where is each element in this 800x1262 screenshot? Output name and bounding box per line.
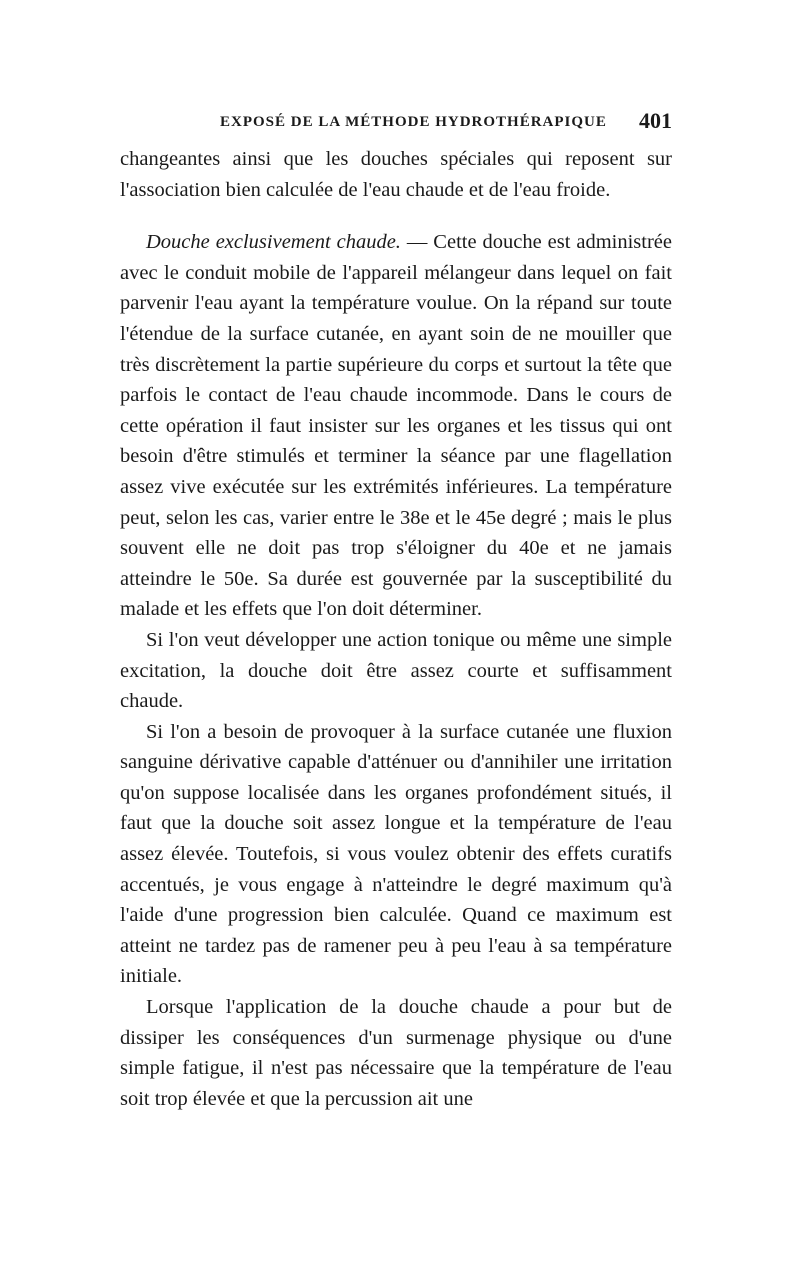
paragraph-douche-chaude (120, 227, 672, 625)
page-number: 401 (639, 108, 672, 133)
paragraph-continuation (120, 144, 672, 205)
paragraph-text: — Cette douche est administrée avec le conduit mobile de l'appareil mélangeur dans lequel on fait parvenir l'eau ayant la température voulue. On la répand sur toute l'étendue de la surface cutanée, en ayant soin de ne mouiller que très discrètement la partie supérieure du corps et surtout la tête que parfois le contact de l'eau chaude incommode. Dans le cours de cette opération il faut insister sur les organes et les tissus qui ont besoin d'être stimulés et terminer la séance par une flagellation assez vive exécutée sur les extrémités inférieures. La température peut, selon les cas, varier entre le 38e et le 45e degré ; mais le plus souvent elle ne doit pas trop s'éloigner du 40e et ne jamais atteindre le 50e. Sa durée est gouvernée par la susceptibilité du malade et les effets que l'on doit déterminer. (120, 231, 672, 621)
paragraph-text: Si l'on a besoin de provoquer à la surface cutanée une fluxion sanguine dérivative capable d'atténuer ou d'annihiler une irritation qu'on suppose localisée dans les organes profondément situés, il faut que la douche soit assez longue et la température de l'eau assez élevée. Toutefois, si vous voulez obtenir des effets curatifs accentués, je vous engage à n'atteindre le degré maximum qu'à l'aide d'une progression bien calculée. Quand ce maximum est atteint ne tardez pas de ramener peu à peu l'eau à sa température initiale. (120, 720, 672, 988)
body-text (120, 144, 672, 1114)
page-header (120, 104, 672, 144)
paragraph-text: changeantes ainsi que les douches spéciales qui reposent sur l'association bien calculée de l'eau chaude et de l'eau froide. (120, 148, 672, 201)
paragraph-action-tonique (120, 625, 672, 717)
paragraph-text: Si l'on veut développer une action tonique ou même une simple excitation, la douche doit être assez courte et suffisamment chaude. (120, 628, 672, 713)
running-title: EXPOSÉ DE LA MÉTHODE HYDROTHÉRAPIQUE (220, 114, 607, 130)
paragraph-fatigue (120, 992, 672, 1114)
paragraph-fluxion-sanguine (120, 717, 672, 992)
paragraph-text: Lorsque l'application de la douche chaude a pour but de dissiper les conséquences d'un surmenage physique ou d'une simple fatigue, il n'est pas nécessaire que la température de l'eau soit trop élevée et que la percussion ait une (120, 996, 672, 1110)
section-lead: Douche exclusivement chaude. (146, 231, 401, 254)
